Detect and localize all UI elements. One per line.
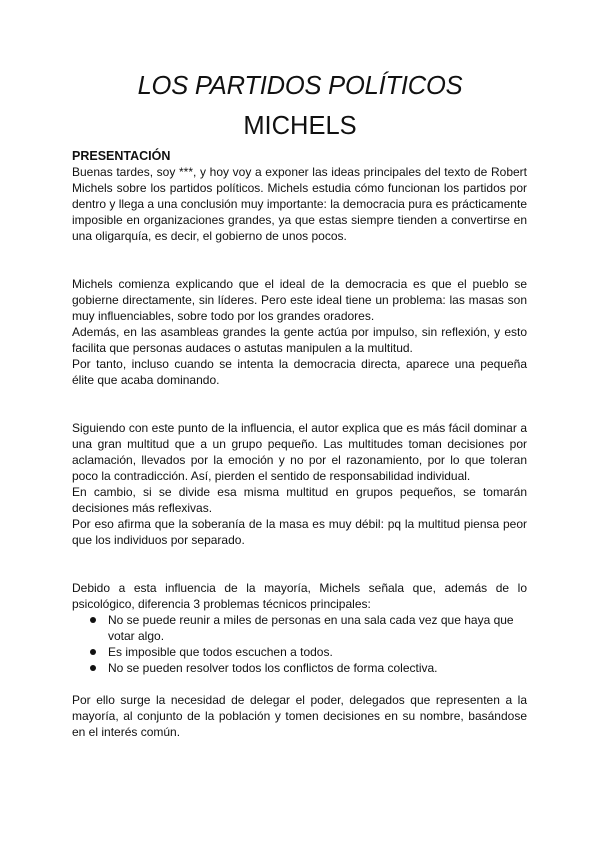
paragraph-intro: Buenas tardes, soy ***, y hoy voy a exponer las ideas principales del texto de Robert Michels sobre los partidos políticos. Michels estudia cómo funcionan los partidos por dentro y llega a una conclusión muy importante: la democracia pura es prácticamente imposible en organizaciones grandes, ya que estas siempre tienden a convertirse en una oligarquía, es decir, el gobierno de unos pocos. [72, 165, 527, 243]
paragraph-elite: Por tanto, incluso cuando se intenta la democracia directa, aparece una pequeña élite que acaba dominando. [72, 357, 527, 387]
list-item: No se pueden resolver todos los conflictos de forma colectiva. [72, 660, 527, 676]
list-item: Es imposible que todos escuchen a todos. [72, 644, 527, 660]
section-heading: PRESENTACIÓN [72, 149, 171, 163]
paragraph-delegation: Por ello surge la necesidad de delegar el poder, delegados que representen a la mayoría, al conjunto de la población y tomen decisiones en su nombre, basándose en el interés común. [72, 693, 527, 739]
document-subtitle: MICHELS [243, 112, 357, 140]
paragraph-assemblies: Además, en las asambleas grandes la gente actúa por impulso, sin reflexión, y esto facilita que personas audaces o astutas manipulen a la multitud. [72, 325, 527, 355]
paragraph-small-groups: En cambio, si se divide esa misma multitud en grupos pequeños, se tomarán decisiones más reflexivas. [72, 485, 527, 515]
problems-list [72, 612, 527, 676]
paragraph-democracy-ideal: Michels comienza explicando que el ideal de la democracia es que el pueblo se gobierne directamente, sin líderes. Pero este ideal tiene un problema: las masas son muy influenciables, sobre todo por los grandes oradores. [72, 277, 527, 323]
paragraph-sovereignty: Por eso afirma que la soberanía de la masa es muy débil: pq la multitud piensa peor que los individuos por separado. [72, 517, 527, 547]
document-body [72, 148, 527, 740]
paragraph-multitude: Siguiendo con este punto de la influencia, el autor explica que es más fácil dominar a una gran multitud que a un grupo pequeño. Las multitudes toman decisiones por aclamación, llevados por la emoción y no por el razonamiento, por lo que toleran poco la contradicción. Así, pierden el sentido de responsabilidad individual. [72, 421, 527, 483]
paragraph-technical-problems: Debido a esta influencia de la mayoría, Michels señala que, además de lo psicológico, diferencia 3 problemas técnicos principales: [72, 581, 527, 611]
list-item: No se puede reunir a miles de personas en una sala cada vez que haya que votar algo. [72, 612, 527, 644]
document-title: LOS PARTIDOS POLÍTICOS [137, 72, 463, 100]
